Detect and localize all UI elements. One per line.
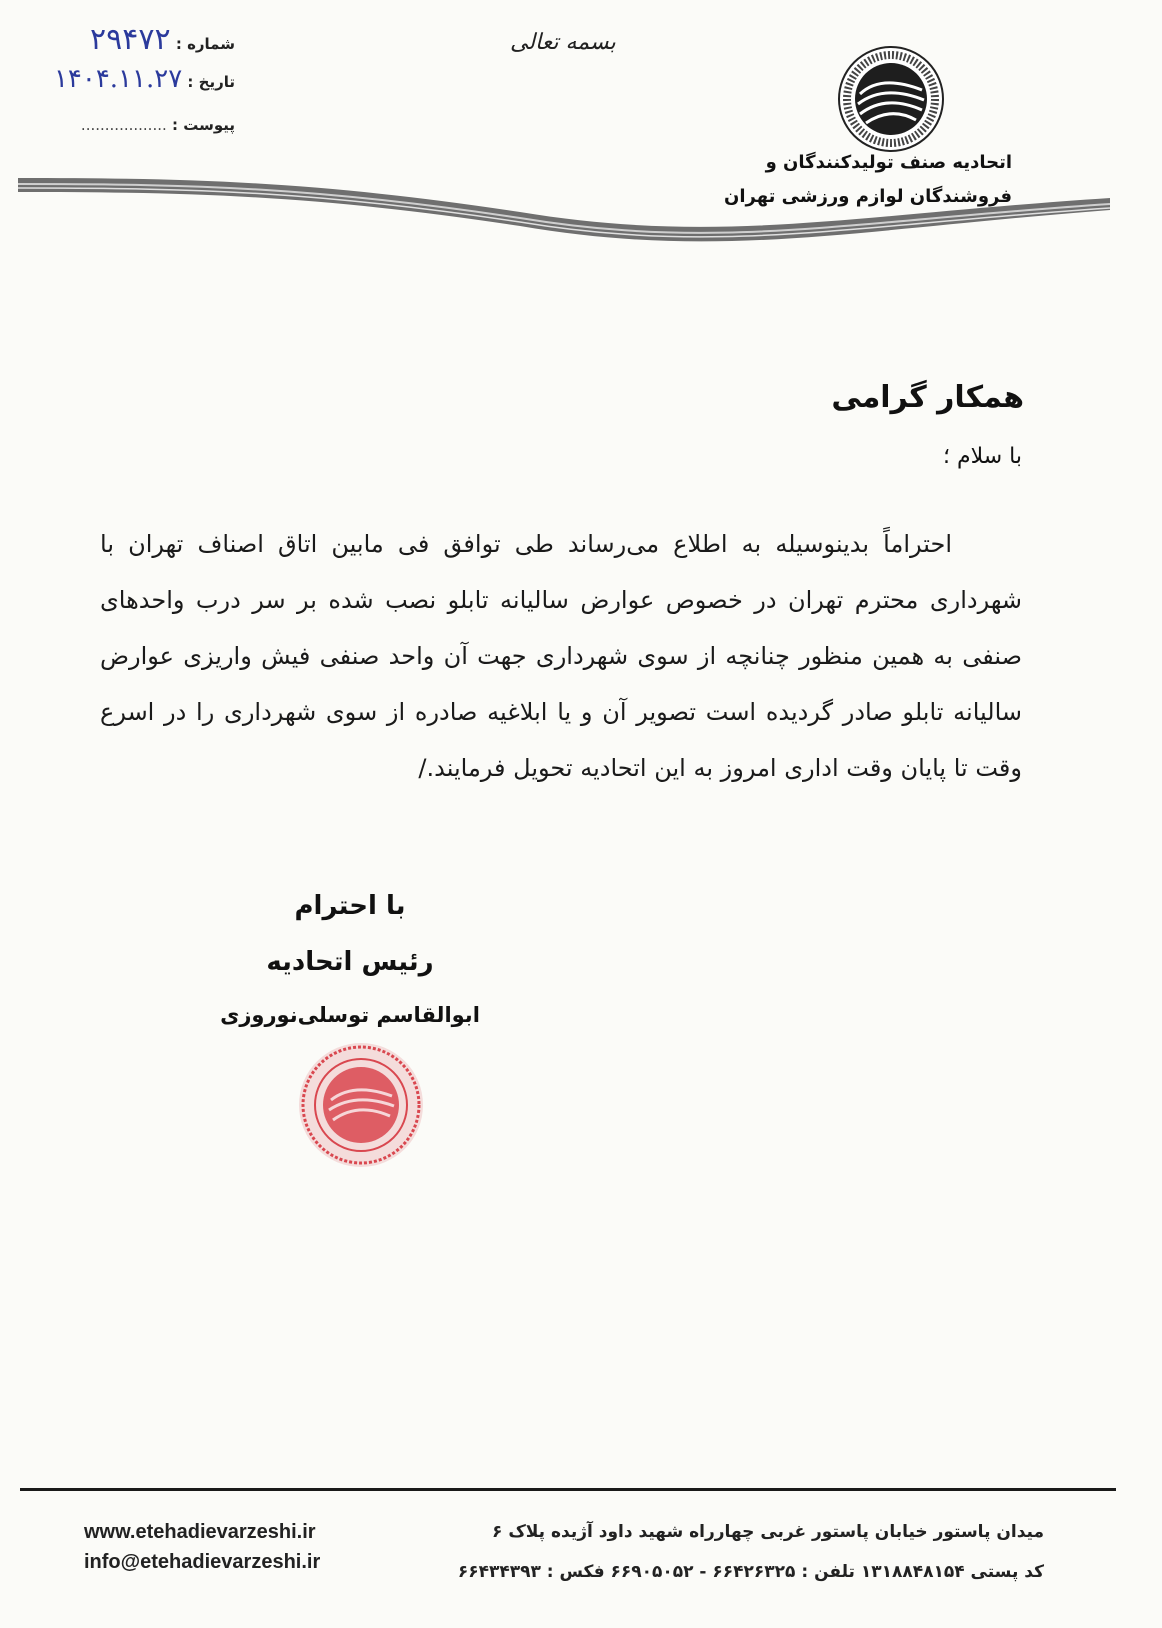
org-name-line2: فروشندگان لوازم ورزشی تهران: [724, 186, 1012, 207]
letter-body: احتراماً بدینوسیله به اطلاع می‌رساند طی توافق فی مابین اتاق اصناف تهران با شهرداری محترم تهران در خصوص عوارض سالیانه تابلو نصب شده بر سر درب واحدهای صنفی به همین منظور چنانچه از سوی شهرداری جهت آن واحد صنفی فیش واریزی عوارض سالیانه تابلو صادر گردیده است تصویر آن و یا ابلاغیه صادره از سوی شهرداری را در اسرع وقت تا پایان وقت اداری امروز به این اتحادیه تحویل فرمایند./: [100, 530, 1022, 782]
signer-name: ابوالقاسم توسلی‌نوروزی: [220, 1003, 480, 1027]
attachment-label: پیوست :: [171, 116, 235, 134]
date-label: تاریخ :: [187, 73, 235, 91]
salutation: با سلام ؛: [943, 444, 1022, 469]
email-link[interactable]: info@etehadievarzeshi.ir: [84, 1551, 321, 1573]
number-value: ۲۹۴۷۲: [90, 22, 171, 57]
address-line: میدان پاستور خیابان پاستور غربی چهارراه شهید داود آژیده پلاک ۶: [492, 1522, 1044, 1542]
attachment-value: ..................: [80, 116, 167, 134]
number-row: [90, 22, 235, 57]
date-row: [54, 64, 235, 94]
union-logo: [836, 44, 946, 154]
footer-divider: [20, 1488, 1116, 1491]
website-link[interactable]: www.etehadievarzeshi.ir: [84, 1521, 316, 1543]
contact-line: کد پستی ۱۳۱۸۸۴۸۱۵۴ تلفن : ۶۶۴۲۶۳۲۵ - ۶۶۹۰۵۰۵۲ فکس : ۶۶۴۳۴۳۹۳: [457, 1562, 1044, 1582]
attachment-row: [81, 116, 235, 134]
closing-phrase: با احترام: [294, 891, 406, 921]
official-stamp-seal: [296, 1040, 426, 1170]
union-logo-emblem: [836, 44, 946, 154]
basmala: بسمه تعالی: [510, 30, 616, 55]
meta-block: [20, 18, 235, 148]
greeting: همکار گرامی: [831, 380, 1024, 415]
number-label: شماره :: [175, 35, 235, 53]
org-name-line1: اتحادیه صنف تولیدکنندگان و: [765, 152, 1012, 173]
signature-block: [220, 878, 480, 1040]
footer-address: [458, 1512, 1044, 1592]
date-value: ۱۴۰۴.۱۱.۲۷: [53, 64, 183, 94]
signer-title: رئیس اتحادیه: [266, 947, 434, 977]
header-wave: [0, 160, 1162, 260]
footer-web: [84, 1517, 320, 1577]
official-stamp: [296, 1040, 426, 1170]
